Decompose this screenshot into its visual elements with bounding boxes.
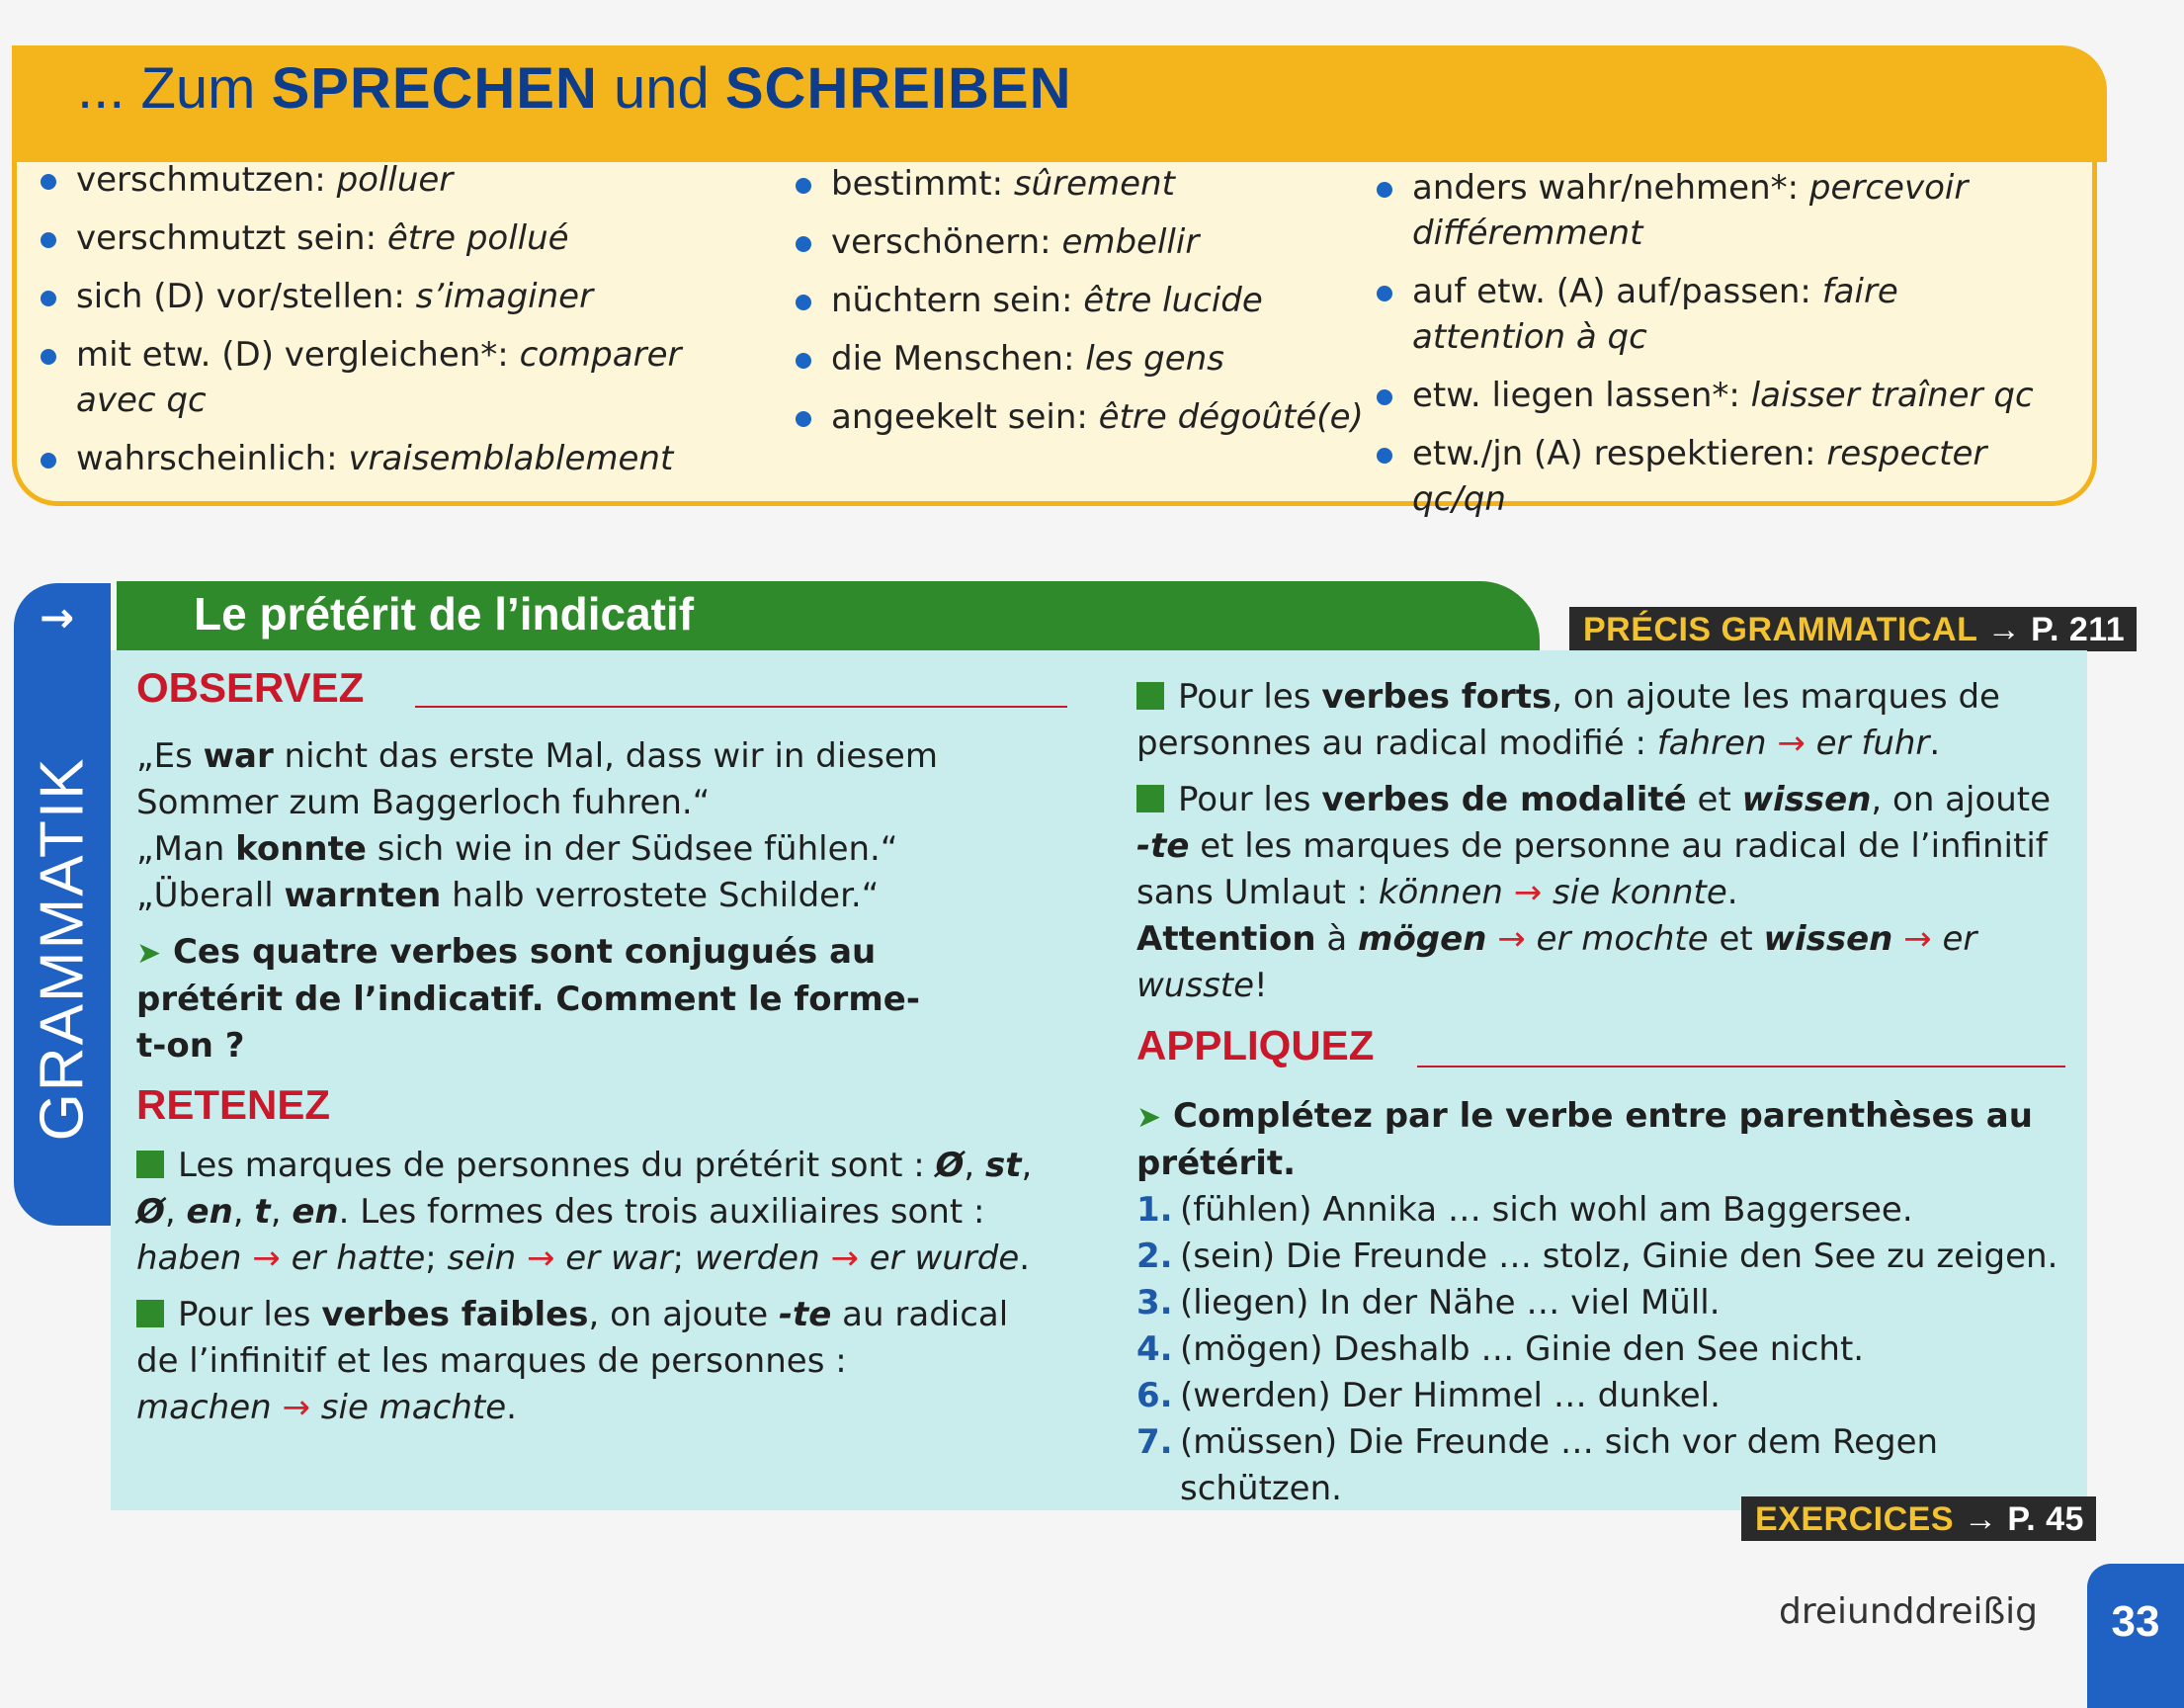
arrow-right-icon: → xyxy=(40,593,75,641)
quote-3: „Überall warnten halb verrostete Schilder.“ xyxy=(136,876,880,915)
green-square-icon xyxy=(1136,682,1164,710)
appliquez-instruction: ➤ Complétez par le verbe entre parenthèses au prétérit. xyxy=(1136,1096,2033,1183)
quote-1: „Es war nicht das erste Mal, dass wir in diesem Sommer zum Baggerloch fuhren.“ xyxy=(136,736,938,822)
page-number-word: dreiunddreißig xyxy=(1779,1591,2039,1632)
vocabulary-box xyxy=(12,45,2097,519)
vocab-item: wahrscheinlich: vraisemblablement xyxy=(37,436,748,481)
triangle-pointer-icon: ➤ xyxy=(136,936,162,971)
arrow-right-icon: → xyxy=(1497,919,1526,959)
vocab-item: auf etw. (A) auf/passen: faire attention à qc xyxy=(1373,269,2045,360)
vocabulary-title: ... Zum SPRECHEN und SCHREIBEN xyxy=(77,56,1072,121)
rule-modal-verbs: Pour les verbes de modalité et wissen, on ajoute -te et les marques de personne au radical de l’infinitif sans Umlaut : können → sie konnte. xyxy=(1136,780,2052,912)
vocab-item: etw. liegen lassen*: laisser traîner qc xyxy=(1373,373,2055,418)
observez-title: OBSERVEZ xyxy=(136,664,365,711)
green-square-icon xyxy=(136,1151,164,1178)
vocab-item: anders wahr/nehmen*: percevoir différemment xyxy=(1373,165,2025,256)
arrow-right-icon: → xyxy=(526,1238,555,1278)
exercise-item: 7. (müssen) Die Freunde … sich vor dem Regen schützen. xyxy=(1136,1422,1939,1508)
grammar-title: Le prétérit de l’indicatif xyxy=(194,588,695,640)
observez-question: ➤ Ces quatre verbes sont conjugués au prétérit de l’indicatif. Comment le forme-t-on ? xyxy=(136,932,920,1066)
arrow-right-icon: → xyxy=(1777,724,1806,763)
exercices-badge: EXERCICES → P. 45 xyxy=(1741,1496,2096,1541)
appliquez-exercise xyxy=(1136,1093,2075,1512)
exercise-item: 4. (mögen) Deshalb … Ginie den See nicht. xyxy=(1136,1329,1865,1369)
vocab-item: bestimmt: sûrement xyxy=(792,161,1385,207)
grammatik-label: GRAMMATIK xyxy=(28,756,97,1142)
exercise-item: 1. (fühlen) Annika … sich wohl am Baggersee. xyxy=(1136,1190,1913,1230)
vocab-item: verschönern: embellir xyxy=(792,219,1385,265)
vocabulary-column-3 xyxy=(1373,165,2055,535)
exercise-item: 2. (sein) Die Freunde … stolz, Ginie den See zu zeigen. xyxy=(1136,1237,2058,1276)
arrow-right-icon: → xyxy=(1513,873,1543,912)
retenez-title: RETENEZ xyxy=(136,1081,331,1128)
rule-weak-verbs: Pour les verbes faibles, on ajoute -te au radical de l’infinitif et les marques de personnes : machen → sie machte. xyxy=(136,1295,1009,1427)
vocab-item: nüchtern sein: être lucide xyxy=(792,278,1385,323)
page-number-tab: 33 xyxy=(2087,1564,2184,1708)
precis-grammatical-badge: PRÉCIS GRAMMATICAL → P. 211 xyxy=(1569,607,2137,651)
quote-2: „Man konnte sich wie in der Südsee fühlen.“ xyxy=(136,829,898,869)
observez-divider xyxy=(415,706,1067,708)
rule-endings: Les marques de personnes du prétérit sont : Ø, st, Ø, en, t, en. Les formes des trois auxiliaires sont : haben → er hatte; sein → er war; werden → er wurde. xyxy=(136,1146,1033,1278)
retenez-right xyxy=(1136,674,2065,1009)
appliquez-divider xyxy=(1417,1066,2065,1068)
vocab-item: sich (D) vor/stellen: s’imaginer xyxy=(37,274,748,319)
rule-strong-verbs: Pour les verbes forts, on ajoute les marques de personnes au radical modifié : fahren → er fuhr. xyxy=(1136,677,2000,763)
arrow-right-icon: → xyxy=(252,1238,281,1278)
observez-quotes xyxy=(136,733,1085,1069)
triangle-pointer-icon: ➤ xyxy=(1136,1100,1162,1135)
exercise-item: 6. (werden) Der Himmel … dunkel. xyxy=(1136,1376,1721,1415)
retenez-left xyxy=(136,1143,1046,1431)
exercise-item: 3. (liegen) In der Nähe … viel Müll. xyxy=(1136,1283,1721,1323)
vocab-item: mit etw. (D) vergleichen*: comparer avec qc xyxy=(37,332,689,423)
appliquez-title: APPLIQUEZ xyxy=(1136,1022,1375,1068)
green-square-icon xyxy=(136,1300,164,1327)
green-square-icon xyxy=(1136,785,1164,812)
rule-attention: Attention à mögen → er mochte et wissen → er wusste! xyxy=(1136,919,1977,1005)
vocab-item: verschmutzt sein: être pollué xyxy=(37,215,748,261)
vocab-item: angeekelt sein: être dégoûté(e) xyxy=(792,394,1385,440)
arrow-right-icon: → xyxy=(830,1238,859,1278)
grammar-header xyxy=(117,581,1540,650)
arrow-right-icon: → xyxy=(1903,919,1932,959)
vocab-item: etw./jn (A) respektieren: respecter qc/qn xyxy=(1373,431,2055,522)
vocabulary-column-1 xyxy=(37,157,748,494)
vocab-item: verschmutzen: polluer xyxy=(37,157,748,203)
vocabulary-header xyxy=(12,45,2107,162)
vocabulary-column-2 xyxy=(792,161,1385,453)
arrow-right-icon: → xyxy=(282,1388,310,1427)
vocab-item: die Menschen: les gens xyxy=(792,336,1385,382)
